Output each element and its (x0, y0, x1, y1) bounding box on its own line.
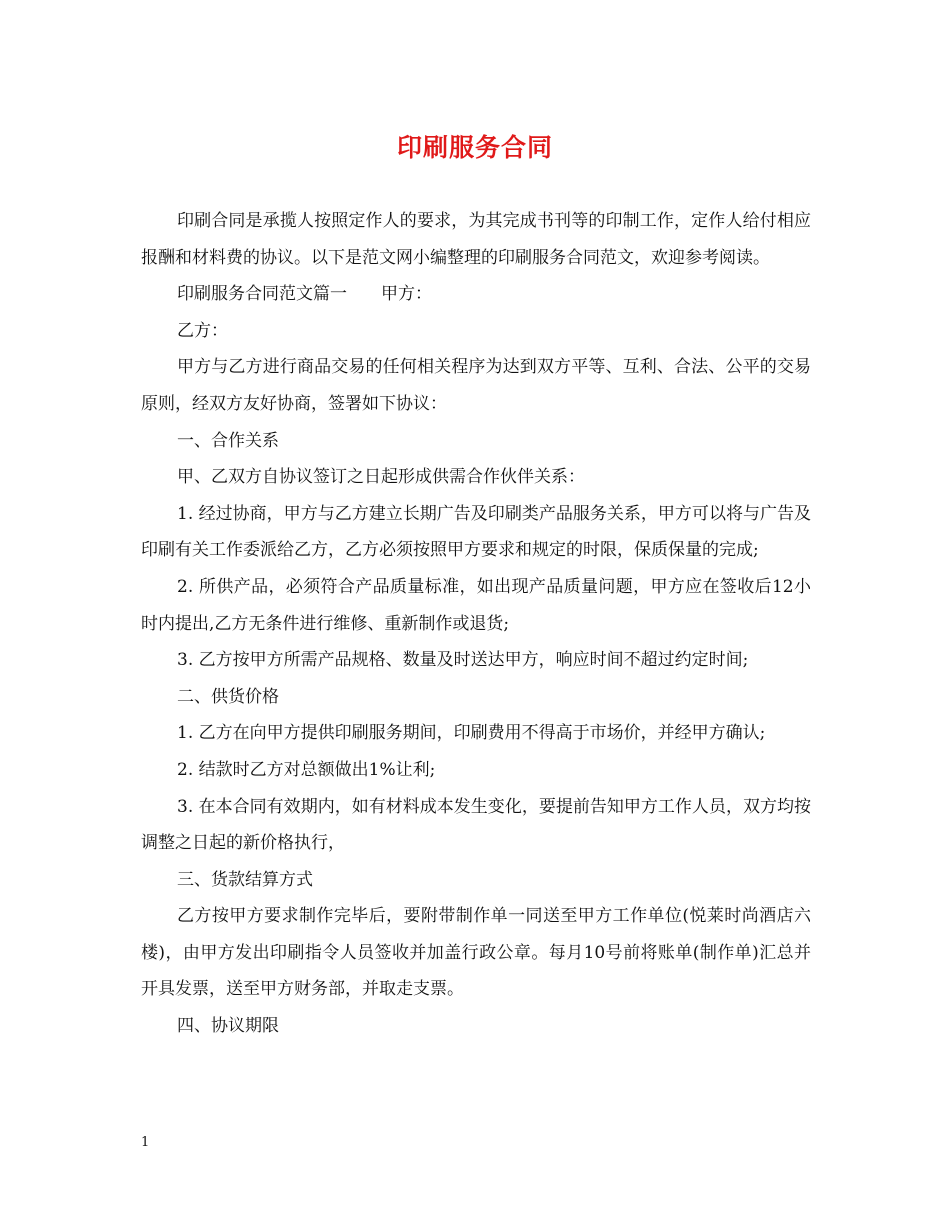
paragraph: 印刷服务合同范文篇一 甲方： (177, 284, 432, 305)
list-item: 1. 经过协商，甲方与乙方建立长期广告及印刷类产品服务关系，甲方可以将与广告及印刷有关工作委派给乙方，乙方必须按照甲方要求和规定的时限，保质保量的完成; (141, 503, 811, 561)
paragraph: 甲、乙双方自协议签订之日起形成供需合作伙伴关系： (177, 467, 585, 488)
section-heading: 二、供货价格 (177, 686, 279, 707)
paragraph: 乙方按甲方要求制作完毕后，要附带制作单一同送至甲方工作单位(悦莱时尚酒店六楼)，由甲方发出印刷指令人员签收并加盖行政公章。每月10号前将账单(制作单)汇总并开具发票，送至甲方财务部，并取走支票。 (141, 906, 811, 1000)
section-heading: 一、合作关系 (177, 430, 279, 451)
list-item: 3. 乙方按甲方所需产品规格、数量及时送达甲方，响应时间不超过约定时间; (177, 650, 749, 671)
document-title: 印刷服务合同 (396, 133, 553, 162)
list-item: 2. 所供产品，必须符合产品质量标准，如出现产品质量问题，甲方应在签收后12小时内提出,乙方无条件进行维修、重新制作或退货; (141, 576, 811, 634)
list-item: 3. 在本合同有效期内，如有材料成本发生变化，要提前告知甲方工作人员，双方均按调整之日起的新价格执行， (141, 796, 811, 854)
section-heading: 三、货款结算方式 (177, 869, 313, 890)
paragraph: 印刷合同是承揽人按照定作人的要求，为其完成书刊等的印制工作，定作人给付相应报酬和材料费的协议。以下是范文网小编整理的印刷服务合同范文，欢迎参考阅读。 (141, 211, 811, 268)
section-heading: 四、协议期限 (177, 1016, 279, 1037)
document-body (141, 203, 811, 1045)
paragraph: 乙方： (177, 320, 228, 341)
paragraph: 甲方与乙方进行商品交易的任何相关程序为达到双方平等、互利、合法、公平的交易原则，经双方友好协商，签署如下协议： (141, 357, 811, 414)
list-item: 1. 乙方在向甲方提供印刷服务期间，印刷费用不得高于市场价，并经甲方确认; (177, 723, 766, 744)
list-item: 2. 结款时乙方对总额做出1%让利; (177, 759, 436, 780)
page-number: 1 (141, 1135, 150, 1150)
